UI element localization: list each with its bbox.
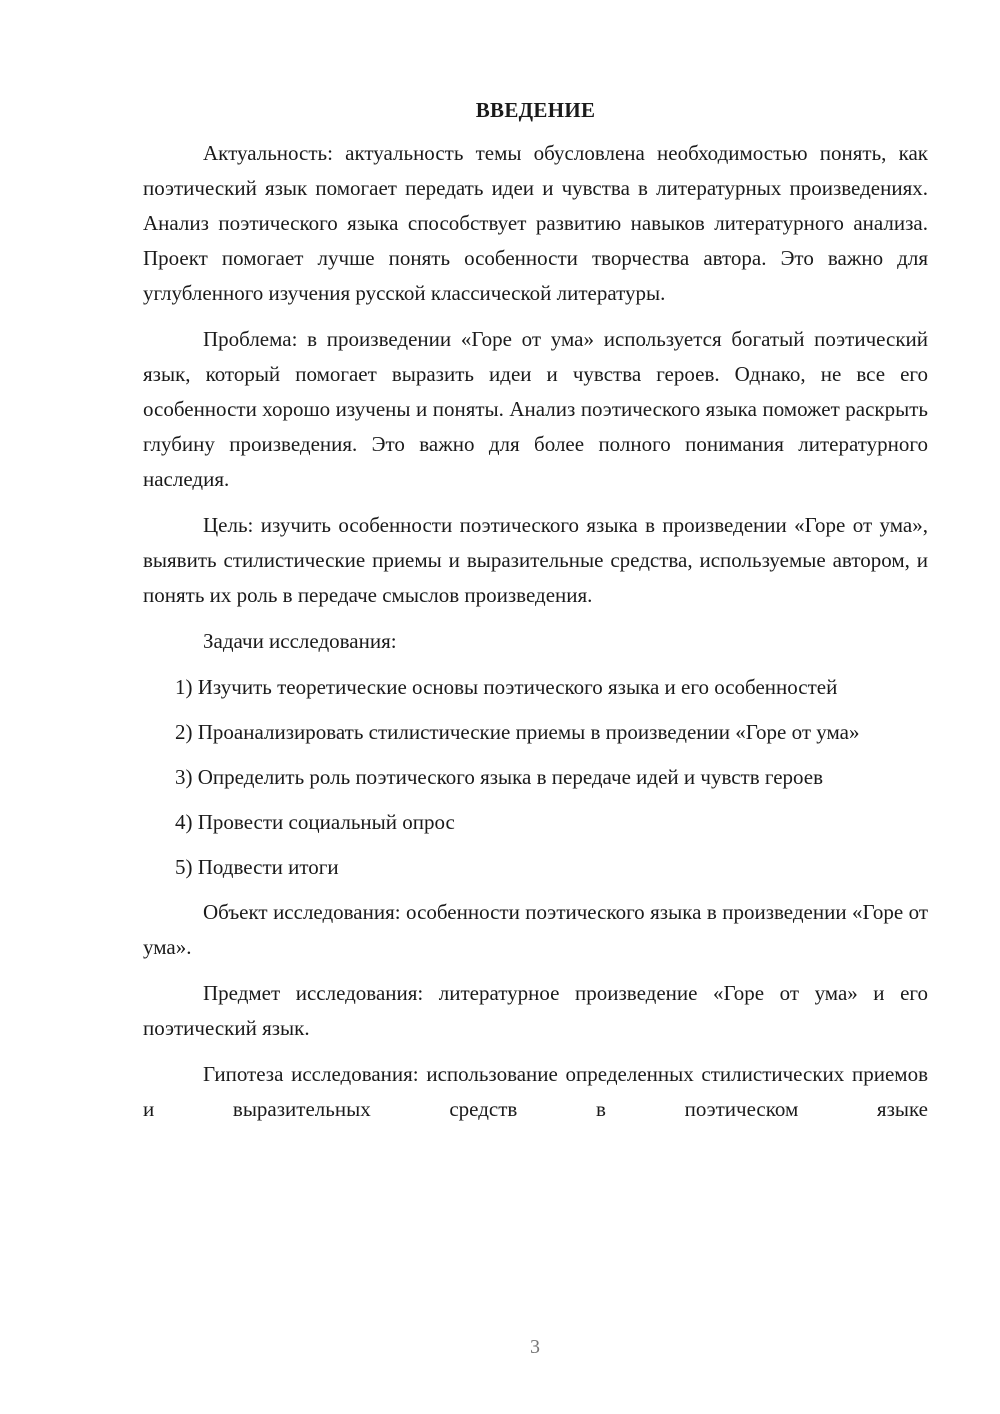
- paragraph-problem: Проблема: в произведении «Горе от ума» используется богатый поэтический язык, который помогает выразить идеи и чувства героев. Однако, не все его особенности хорошо изучены и поняты. Анализ поэтического языка поможет раскрыть глубину произведения. Это важно для более полного понимания литературного наследия.: [143, 327, 928, 491]
- task-item-1: 1) Изучить теоретические основы поэтического языка и его особенностей: [175, 675, 838, 699]
- paragraph-subject: Предмет исследования: литературное произведение «Горе от ума» и его поэтический язык.: [143, 981, 928, 1040]
- document-page: [143, 96, 928, 1138]
- paragraph-hypothesis: Гипотеза исследования: использование определенных стилистических приемов и выразительных средств в поэтическом языке: [143, 1062, 928, 1121]
- task-item-2: 2) Проанализировать стилистические приемы в произведении «Горе от ума»: [175, 720, 860, 744]
- paragraph-relevance: Актуальность: актуальность темы обусловлена необходимостью понять, как поэтический язык помогает передать идеи и чувства в литературных произведениях. Анализ поэтического языка способствует развитию навыков литературного анализа. Проект помогает лучше понять особенности творчества автора. Это важно для углубленного изучения русской классической литературы.: [143, 141, 928, 305]
- paragraph-goal: Цель: изучить особенности поэтического языка в произведении «Горе от ума», выявить стилистические приемы и выразительные средства, используемые автором, и понять их роль в передаче смыслов произведения.: [143, 513, 928, 607]
- paragraph-tasks-intro: Задачи исследования:: [203, 629, 397, 653]
- section-heading: ВВЕДЕНИЕ: [475, 98, 596, 122]
- page-number: 3: [530, 1336, 540, 1358]
- task-item-3: 3) Определить роль поэтического языка в передаче идей и чувств героев: [175, 765, 824, 789]
- task-item-5: 5) Подвести итоги: [175, 855, 339, 879]
- paragraph-object: Объект исследования: особенности поэтического языка в произведении «Горе от ума».: [143, 900, 928, 959]
- task-item-4: 4) Провести социальный опрос: [175, 810, 455, 834]
